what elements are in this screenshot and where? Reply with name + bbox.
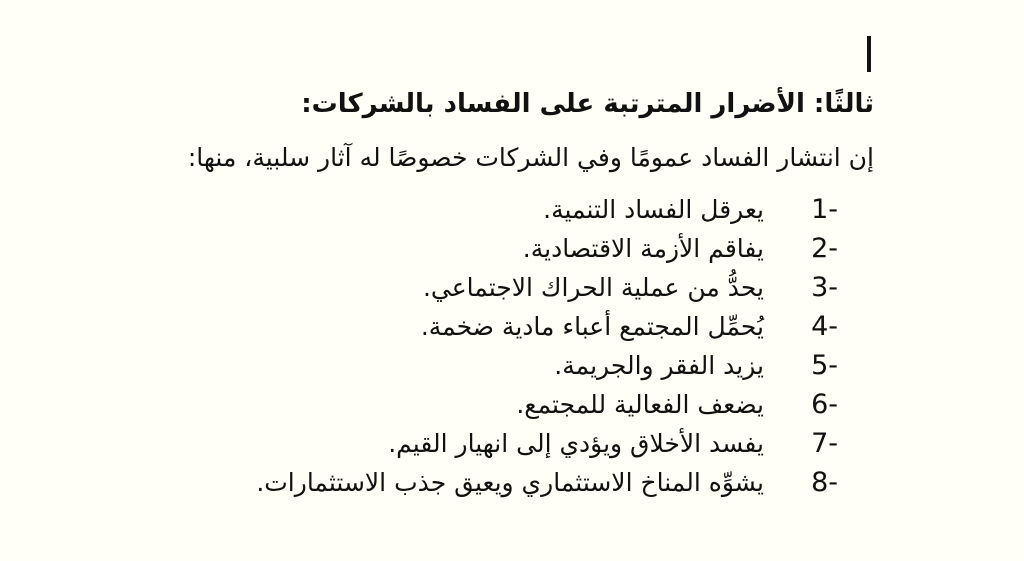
list-item [256,385,838,424]
list-item-text: يزيد الفقر والجريمة. [554,351,764,380]
list-item-text: يضعف الفعالية للمجتمع. [516,390,764,419]
list-item [256,307,838,346]
list-item-number: 6- [811,389,838,420]
list-item [256,229,838,268]
list-item-number: 3- [811,272,838,303]
text-cursor [867,36,871,72]
list-item [256,190,838,229]
list-item [256,268,838,307]
list-item-text: يفسد الأخلاق ويؤدي إلى انهيار القيم. [388,429,764,458]
list-item-number: 5- [811,350,838,381]
section-heading: ثالثًا: الأضرار المترتبة على الفساد بالشركات: [301,89,874,119]
list-item [256,463,838,502]
list-item [256,346,838,385]
list-item-text: يفاقم الأزمة الاقتصادية. [522,234,764,263]
list-item [256,424,838,463]
list-item-text: يعرقل الفساد التنمية. [543,195,764,224]
list-item-text: يُحمِّل المجتمع أعباء مادية ضخمة. [420,312,764,341]
list-item-number: 8- [811,467,838,498]
harms-list [256,190,838,502]
list-item-text: يشوِّه المناخ الاستثماري ويعيق جذب الاستثمارات. [256,468,764,497]
list-item-text: يحدُّ من عملية الحراك الاجتماعي. [422,273,764,302]
intro-paragraph: إن انتشار الفساد عمومًا وفي الشركات خصوصًا له آثار سلبية، منها: [187,143,874,172]
list-item-number: 1- [811,194,838,225]
list-item-number: 2- [811,233,838,264]
list-item-number: 4- [811,311,838,342]
list-item-number: 7- [811,428,838,459]
